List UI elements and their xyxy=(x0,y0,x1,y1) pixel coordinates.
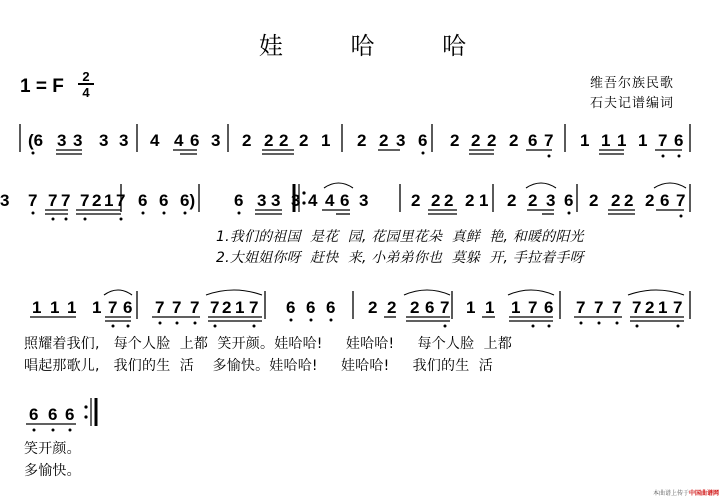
jianpu-note: 2 xyxy=(299,131,309,150)
octave-dot-below xyxy=(422,152,425,155)
slur xyxy=(628,290,684,295)
jianpu-note: 7 xyxy=(116,191,126,210)
octave-dot-below xyxy=(677,325,680,328)
jianpu-note: 6 xyxy=(65,405,75,424)
jianpu-note: 2 xyxy=(507,191,517,210)
octave-dot-below xyxy=(194,322,197,325)
jianpu-note: 1 xyxy=(50,298,60,317)
repeat-dot xyxy=(84,405,87,408)
jianpu-note: 7 xyxy=(676,191,686,210)
octave-dot-below xyxy=(142,212,145,215)
song-title: 娃 哈 哈 xyxy=(258,32,497,60)
jianpu-note: 6 xyxy=(425,298,435,317)
jianpu-note: 7 xyxy=(48,191,58,210)
jianpu-note: 7 xyxy=(155,298,165,317)
jianpu-note: 1 xyxy=(67,298,77,317)
jianpu-note: 6 xyxy=(29,405,39,424)
repeat-dot xyxy=(302,191,305,194)
octave-dot-below xyxy=(120,218,123,221)
jianpu-note: 2 xyxy=(242,131,252,150)
octave-dot-below xyxy=(69,429,72,432)
jianpu-note: 6 xyxy=(418,131,428,150)
arranger-credit: 石夫记谱编词 xyxy=(590,96,675,111)
octave-dot-below xyxy=(662,155,665,158)
jianpu-note: 3 xyxy=(271,191,281,210)
jianpu-note: 7 xyxy=(440,298,450,317)
verse-2-lyric-row-4: 多愉快。 xyxy=(24,463,81,479)
verse-1-lyric-row-3: 照耀着我们, 每个人脸 上都 笑开颜。娃哈哈! 娃哈哈! 每个人脸 上都 xyxy=(24,336,513,352)
slur xyxy=(404,290,450,295)
jianpu-note: 1 xyxy=(235,298,245,317)
jianpu-note: 7 xyxy=(249,298,259,317)
jianpu-note: 7 xyxy=(528,298,538,317)
jianpu-note: 7 xyxy=(612,298,622,317)
jianpu-note: 2 xyxy=(589,191,599,210)
jianpu-note: 7 xyxy=(576,298,586,317)
jianpu-note: 3 xyxy=(99,131,109,150)
jianpu-note: 2 xyxy=(624,191,634,210)
verse-1-lyric-row-2: 1.我们的祖国 是花 园, 花园里花朵 真鲜 艳, 和暖的阳光 xyxy=(216,229,584,245)
octave-dot-below xyxy=(636,325,639,328)
slur xyxy=(104,290,132,295)
jianpu-note: 1 xyxy=(617,131,627,150)
jianpu-note: 7 xyxy=(210,298,220,317)
jianpu-note: 4 xyxy=(308,191,318,210)
jianpu-note: 7 xyxy=(61,191,71,210)
jianpu-note: 7 xyxy=(172,298,182,317)
octave-dot-below xyxy=(532,325,535,328)
jianpu-note: 6) xyxy=(180,191,196,210)
jianpu-note: 3 xyxy=(211,131,221,150)
slur xyxy=(206,290,262,295)
octave-dot-below xyxy=(548,325,551,328)
slur xyxy=(654,183,686,188)
jianpu-note: 1 xyxy=(92,298,102,317)
key-signature: 1 = F xyxy=(20,76,64,97)
jianpu-note: 7 xyxy=(28,191,38,210)
octave-dot-below xyxy=(616,322,619,325)
jianpu-note: 2 xyxy=(279,131,289,150)
slur xyxy=(508,290,554,295)
verse-1-lyric-row-4: 笑开颜。 xyxy=(24,441,81,457)
jianpu-note: 2 xyxy=(379,131,389,150)
jianpu-note: 1 xyxy=(658,298,668,317)
jianpu-note: 6 xyxy=(138,191,148,210)
jianpu-note: 2 xyxy=(645,298,655,317)
verse-2-lyric-row-2: 2.大姐姐你呀 赶快 来, 小弟弟你也 莫躲 开, 手拉着手呀 xyxy=(216,250,584,266)
jianpu-note: 1 xyxy=(601,131,611,150)
jianpu-note: 3 xyxy=(73,131,83,150)
jianpu-note: 6 xyxy=(306,298,316,317)
jianpu-note: 2 xyxy=(222,298,232,317)
jianpu-note: 2 xyxy=(611,191,621,210)
repeat-dot xyxy=(302,201,305,204)
jianpu-note: 6 xyxy=(190,131,200,150)
jianpu-note: 4 xyxy=(325,191,335,210)
octave-dot-below xyxy=(163,212,166,215)
verse-2-lyric-row-3: 唱起那歌儿, 我们的生 活 多愉快。娃哈哈! 娃哈哈! 我们的生 活 xyxy=(24,358,493,374)
jianpu-note: 2 xyxy=(645,191,655,210)
watermark xyxy=(653,488,719,497)
octave-dot-below xyxy=(176,322,179,325)
origin-credit: 维吾尔族民歌 xyxy=(590,76,675,91)
jianpu-note: 6 xyxy=(660,191,670,210)
jianpu-note: 6 xyxy=(564,191,574,210)
jianpu-note: 7 xyxy=(80,191,90,210)
jianpu-note: 7 xyxy=(190,298,200,317)
jianpu-note: 1 xyxy=(321,131,331,150)
octave-dot-below xyxy=(32,152,35,155)
slur xyxy=(526,183,556,188)
octave-dot-below xyxy=(253,325,256,328)
jianpu-note: 7 xyxy=(594,298,604,317)
octave-dot-below xyxy=(214,325,217,328)
jianpu-note: 7 xyxy=(632,298,642,317)
jianpu-note: 1 xyxy=(479,191,489,210)
jianpu-note: 1 xyxy=(580,131,590,150)
jianpu-note: 2 xyxy=(431,191,441,210)
jianpu-note: 2 xyxy=(357,131,367,150)
jianpu-note: 6 xyxy=(528,131,538,150)
jianpu-note: 7 xyxy=(658,131,668,150)
jianpu-note: 1 xyxy=(104,191,114,210)
octave-dot-below xyxy=(580,322,583,325)
octave-dot-below xyxy=(680,215,683,218)
jianpu-note: 2 xyxy=(450,131,460,150)
jianpu-note: 3 xyxy=(396,131,406,150)
jianpu-note: 7 xyxy=(673,298,683,317)
octave-dot-below xyxy=(32,212,35,215)
jianpu-note: 6 xyxy=(340,191,350,210)
jianpu-note: 3 xyxy=(257,191,267,210)
jianpu-note: 6 xyxy=(326,298,336,317)
jianpu-note: (6 xyxy=(28,131,44,150)
jianpu-note: 3 xyxy=(119,131,129,150)
jianpu-note: 2 xyxy=(444,191,454,210)
jianpu-note: 3 xyxy=(359,191,369,210)
octave-dot-below xyxy=(84,218,87,221)
jianpu-note: 2 xyxy=(528,191,538,210)
octave-dot-below xyxy=(52,218,55,221)
jianpu-note: 2 xyxy=(368,298,378,317)
jianpu-note: 1 xyxy=(466,298,476,317)
jianpu-note: 6 xyxy=(286,298,296,317)
jianpu-note: 3 xyxy=(546,191,556,210)
octave-dot-below xyxy=(444,325,447,328)
jianpu-note: 2 xyxy=(487,131,497,150)
jianpu-note: 2 xyxy=(509,131,519,150)
jianpu-note: 2 xyxy=(471,131,481,150)
jianpu-note: 7 xyxy=(108,298,118,317)
octave-dot-below xyxy=(159,322,162,325)
jianpu-note: 1 xyxy=(638,131,648,150)
slur xyxy=(324,183,353,188)
time-signature-bottom: 4 xyxy=(78,83,94,99)
repeat-dot xyxy=(84,415,87,418)
watermark-site: 中国曲谱网 xyxy=(688,490,719,497)
jianpu-note: 3 xyxy=(0,191,10,210)
octave-dot-below xyxy=(598,322,601,325)
jianpu-note: 1 xyxy=(32,298,42,317)
octave-dot-below xyxy=(290,319,293,322)
jianpu-note: 2 xyxy=(465,191,475,210)
jianpu-note: 7 xyxy=(544,131,554,150)
jianpu-note: 2 xyxy=(387,298,397,317)
octave-dot-below xyxy=(238,212,241,215)
jianpu-note: 2 xyxy=(92,191,102,210)
jianpu-note: 6 xyxy=(159,191,169,210)
jianpu-note: 1 xyxy=(485,298,495,317)
time-signature-top: 2 xyxy=(82,69,90,84)
octave-dot-below xyxy=(330,319,333,322)
octave-dot-below xyxy=(548,155,551,158)
jianpu-note: 2 xyxy=(411,191,421,210)
octave-dot-below xyxy=(127,325,130,328)
watermark-prefix: 本曲谱上传于 xyxy=(652,490,689,497)
jianpu-note: 6 xyxy=(123,298,133,317)
jianpu-note: 3 xyxy=(291,191,301,210)
octave-dot-below xyxy=(65,218,68,221)
jianpu-note: 4 xyxy=(150,131,160,150)
jianpu-note: 6 xyxy=(544,298,554,317)
octave-dot-below xyxy=(33,429,36,432)
jianpu-note: 3 xyxy=(57,131,67,150)
jianpu-note: 4 xyxy=(174,131,184,150)
octave-dot-below xyxy=(52,429,55,432)
jianpu-note: 6 xyxy=(48,405,58,424)
jianpu-note: 2 xyxy=(410,298,420,317)
octave-dot-below xyxy=(112,325,115,328)
octave-dot-below xyxy=(678,155,681,158)
jianpu-note: 1 xyxy=(511,298,521,317)
jianpu-note: 2 xyxy=(264,131,274,150)
octave-dot-below xyxy=(568,212,571,215)
jianpu-note: 6 xyxy=(234,191,244,210)
octave-dot-below xyxy=(184,212,187,215)
jianpu-note: 6 xyxy=(674,131,684,150)
octave-dot-below xyxy=(310,319,313,322)
